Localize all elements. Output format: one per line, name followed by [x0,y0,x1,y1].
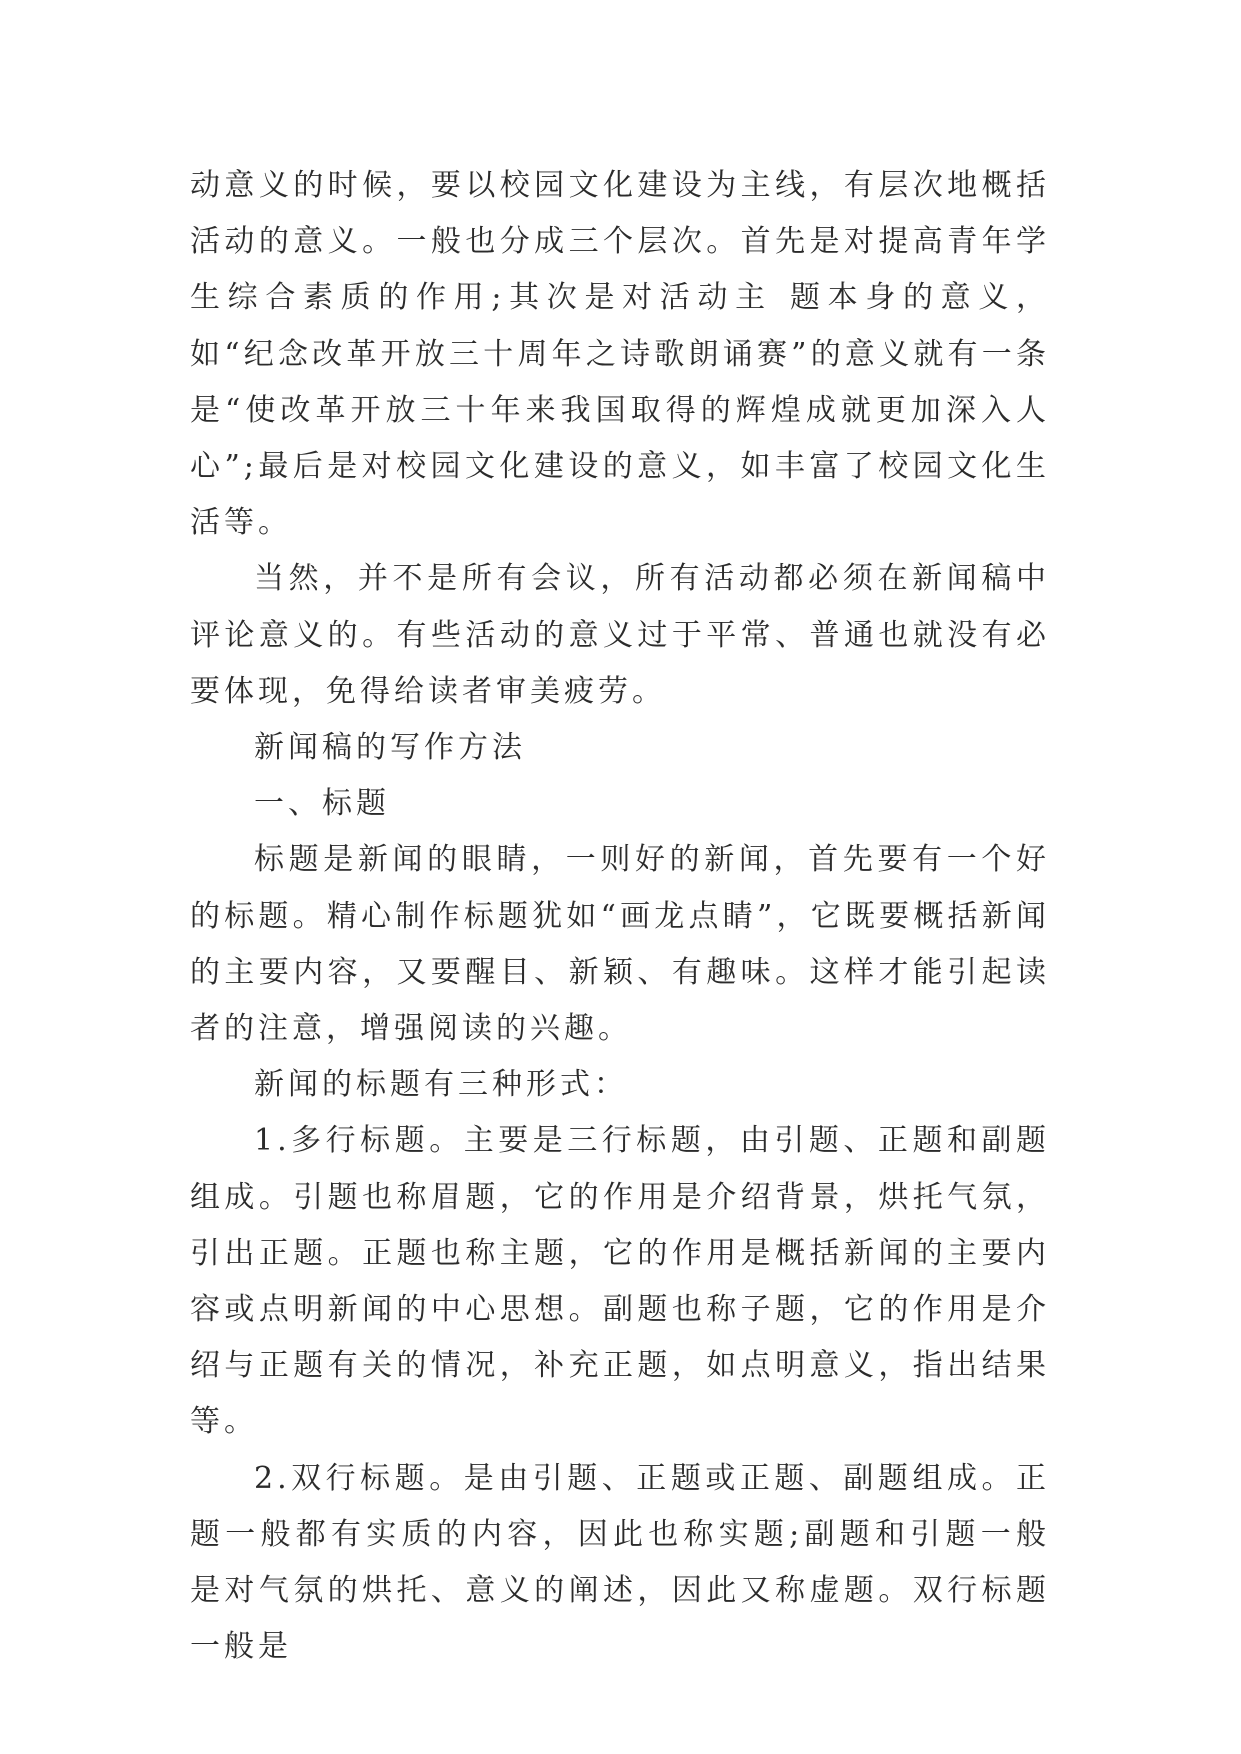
paragraph-title-importance: 标题是新闻的眼睛，一则好的新闻，首先要有一个好的标题。精心制作标题犹如“画龙点睛”，它既要概括新闻的主要内容，又要醒目、新颖、有趣味。这样才能引起读者的注意，增强阅读的兴趣。 [190,842,1050,1047]
section-heading-writing-method: 新闻稿的写作方法 [254,730,526,766]
list-item-multi-line-title: 1.多行标题。主要是三行标题，由引题、正题和副题组成。引题也称眉题，它的作用是介绍背景，烘托气氛，引出正题。正题也称主题，它的作用是概括新闻的主要内容或点明新闻的中心思想。副题也称子题，它的作用是介绍与正题有关的情况，补充正题，如点明意义，指出结果等。 [190,1123,1050,1440]
paragraph-not-all-activities: 当然，并不是所有会议，所有活动都必须在新闻稿中评论意义的。有些活动的意义过于平常、普通也就没有必要体现，免得给读者审美疲劳。 [190,561,1050,709]
paragraph-title-forms-intro: 新闻的标题有三种形式： [254,1067,628,1103]
list-item-double-line-title: 2.双行标题。是由引题、正题或正题、副题组成。正题一般都有实质的内容，因此也称实题;副题和引题一般是对气氛的烘托、意义的阐述，因此又称虚题。双行标题一般是 [190,1460,1050,1665]
subheading-title: 一、标题 [254,786,390,822]
document-page [190,158,1050,1675]
paragraph-activity-meaning: 动意义的时候，要以校园文化建设为主线，有层次地概括活动的意义。一般也分成三个层次。首先是对提高青年学生综合素质的作用;其次是对活动主 题本身的意义，如“纪念改革开放三十周年之诗歌朗诵赛”的意义就有一条是“使改革开放三十年来我国取得的辉煌成就更加深入人心”;最后是对校园文化建设的意义，如丰富了校园文化生活等。 [190,168,1050,541]
